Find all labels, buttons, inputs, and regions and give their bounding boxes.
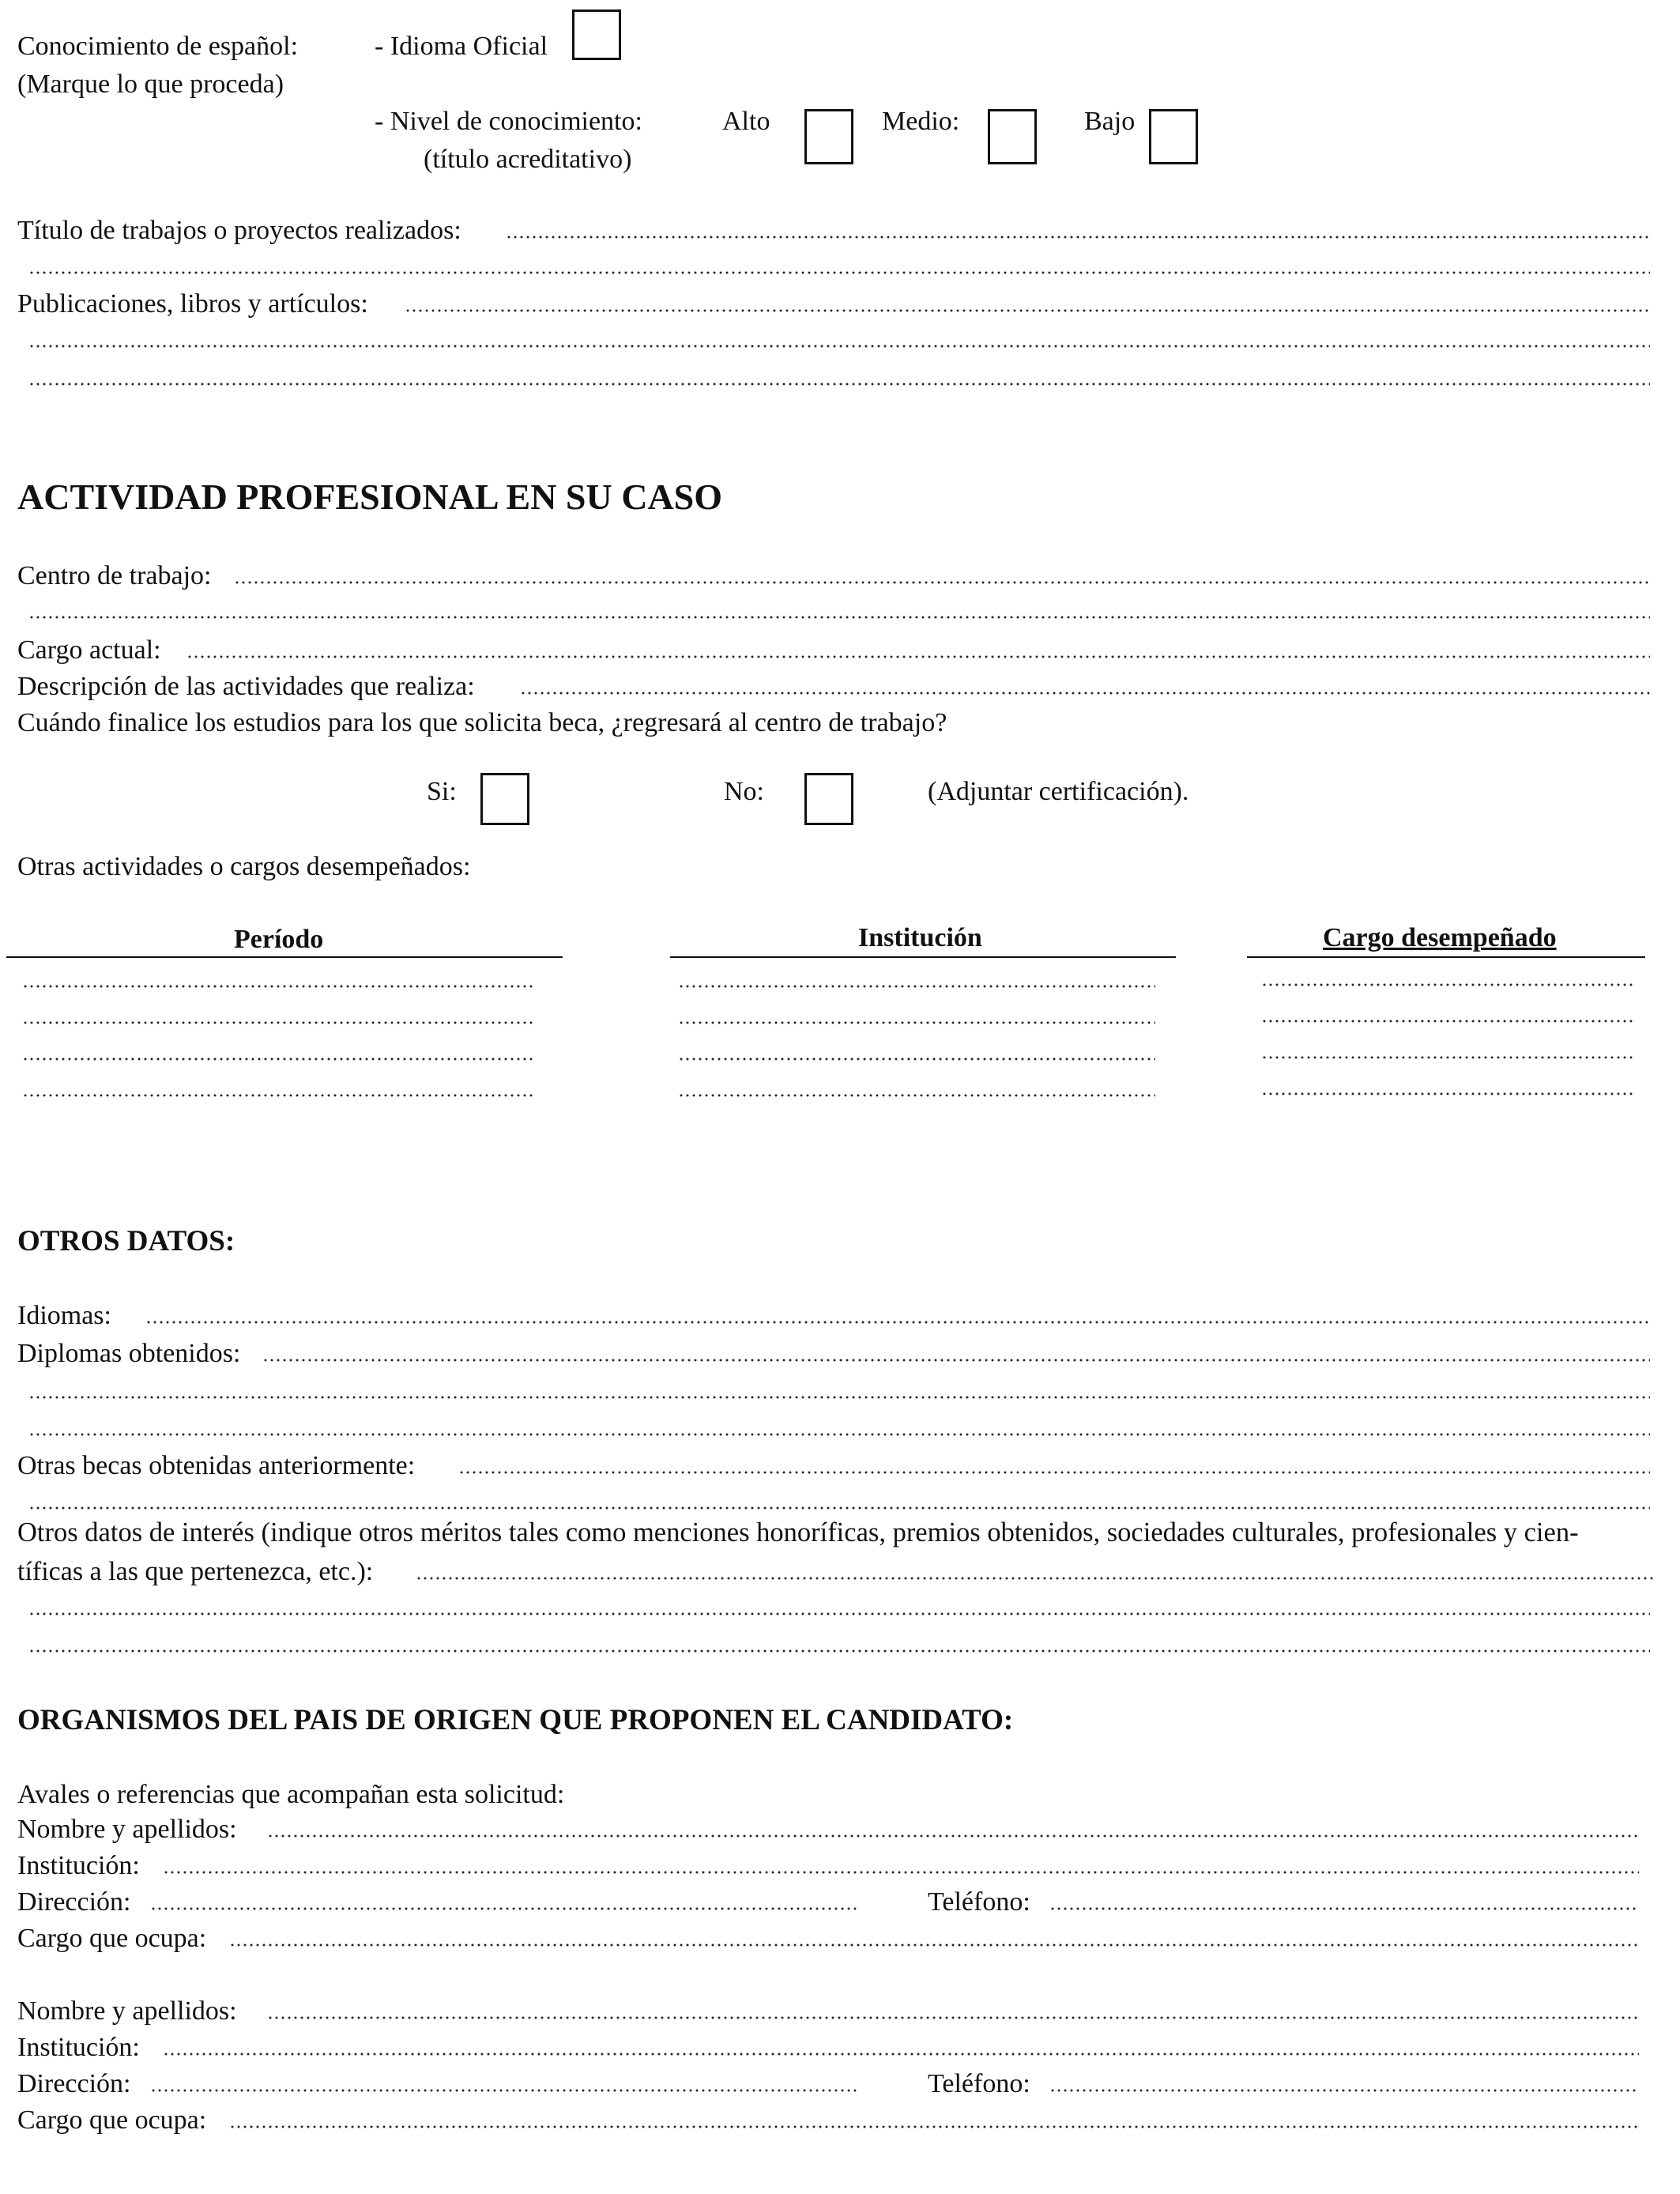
column-position-header: Cargo desempeñado (1323, 923, 1557, 952)
position-cell[interactable] (1261, 1020, 1633, 1023)
ref2-phone-label: Teléfono: (928, 2069, 1030, 2098)
level-medium-checkbox[interactable] (988, 109, 1037, 164)
interest-data-field-line-2[interactable] (28, 1612, 1650, 1615)
ref1-institution-field[interactable] (163, 1871, 1639, 1874)
diplomas-field[interactable] (262, 1359, 1650, 1362)
professional-activity-heading: ACTIVIDAD PROFESIONAL EN SU CASO (17, 477, 723, 517)
column-institution-rule (670, 956, 1176, 958)
official-language-checkbox[interactable] (572, 9, 621, 60)
column-position-rule (1247, 956, 1645, 958)
previous-scholarships-label: Otras becas obtenidas anteriormente: (17, 1451, 416, 1480)
level-low-label: Bajo (1084, 107, 1136, 136)
knowledge-level-label: - Nivel de conocimiento: (375, 107, 642, 136)
ref2-institution-field[interactable] (163, 2053, 1639, 2056)
projects-label: Título de trabajos o proyectos realizados: (17, 216, 461, 245)
ref2-institution-label: Institución: (17, 2033, 140, 2062)
institution-cell[interactable] (678, 1021, 1155, 1024)
return-yes-label: Si: (427, 777, 457, 806)
workplace-field-line-2[interactable] (28, 616, 1650, 619)
period-cell[interactable] (22, 1094, 536, 1097)
interest-data-field-line-3[interactable] (28, 1649, 1650, 1653)
column-period-header: Período (234, 925, 324, 954)
ref2-address-field[interactable] (150, 2089, 860, 2092)
position-cell[interactable] (1261, 983, 1633, 986)
interest-data-label: Otros datos de interés (indique otros méritos tales como menciones honoríficas, premios obtenidos, sociedades culturales, profesionales y cien- (17, 1517, 1579, 1547)
ref2-name-field[interactable] (267, 2016, 1639, 2019)
activities-description-field[interactable] (520, 692, 1650, 695)
workplace-field[interactable] (234, 581, 1650, 584)
institution-cell[interactable] (678, 1057, 1155, 1061)
ref1-name-label: Nombre y apellidos: (17, 1815, 237, 1844)
projects-field-line-2[interactable] (28, 271, 1650, 274)
interest-data-field[interactable] (416, 1577, 1655, 1580)
institution-cell[interactable] (678, 1094, 1155, 1097)
ref2-role-field[interactable] (229, 2125, 1639, 2128)
previous-scholarships-field[interactable] (458, 1471, 1650, 1474)
ref1-role-field[interactable] (229, 1943, 1639, 1947)
ref1-address-field[interactable] (150, 1907, 860, 1910)
diplomas-field-line-2[interactable] (28, 1396, 1650, 1399)
languages-label: Idiomas: (17, 1301, 111, 1330)
spanish-knowledge-hint: (Marque lo que proceda) (17, 70, 284, 99)
spanish-knowledge-label: Conocimiento de español: (17, 32, 299, 61)
activities-description-label: Descripción de las actividades que realiza: (17, 672, 475, 701)
ref1-address-label: Dirección: (17, 1887, 131, 1917)
publications-field-line-2[interactable] (28, 345, 1650, 348)
ref1-name-field[interactable] (267, 1834, 1639, 1838)
current-position-label: Cargo actual: (17, 635, 161, 665)
ref1-institution-label: Institución: (17, 1851, 140, 1880)
level-high-label: Alto (722, 107, 770, 136)
period-cell[interactable] (22, 1057, 536, 1061)
ref2-phone-field[interactable] (1049, 2089, 1639, 2092)
position-cell[interactable] (1261, 1092, 1633, 1095)
knowledge-level-hint: (título acreditativo) (424, 145, 632, 174)
column-institution-header: Institución (858, 923, 982, 952)
diplomas-label: Diplomas obtenidos: (17, 1339, 241, 1368)
period-cell[interactable] (22, 985, 536, 988)
other-data-heading: OTROS DATOS: (17, 1225, 235, 1257)
ref1-phone-label: Teléfono: (928, 1887, 1030, 1917)
ref2-address-label: Dirección: (17, 2069, 131, 2098)
ref1-role-label: Cargo que ocupa: (17, 1924, 207, 1953)
level-medium-label: Medio: (882, 107, 960, 136)
column-period-rule (6, 956, 563, 958)
workplace-label: Centro de trabajo: (17, 561, 212, 590)
return-no-label: No: (724, 777, 764, 806)
interest-data-label-cont: tíficas a las que pertenezca, etc.): (17, 1557, 374, 1586)
publications-field[interactable] (405, 309, 1650, 312)
other-activities-label: Otras actividades o cargos desempeñados: (17, 852, 471, 881)
return-question: Cuándo finalice los estudios para los que solicita beca, ¿regresará al centro de trabajo? (17, 708, 947, 737)
official-language-label: - Idioma Oficial (375, 32, 548, 61)
references-label: Avales o referencias que acompañan esta solicitud: (17, 1780, 565, 1809)
period-cell[interactable] (22, 1021, 536, 1024)
ref2-name-label: Nombre y apellidos: (17, 1996, 237, 2026)
languages-field[interactable] (145, 1321, 1650, 1324)
institution-cell[interactable] (678, 985, 1155, 988)
proposing-organisms-heading: ORGANISMOS DEL PAIS DE ORIGEN QUE PROPONEN EL CANDIDATO: (17, 1704, 1014, 1736)
attach-certificate-note: (Adjuntar certificación). (928, 777, 1189, 806)
ref2-role-label: Cargo que ocupa: (17, 2105, 207, 2135)
projects-field[interactable] (506, 236, 1650, 239)
diplomas-field-line-3[interactable] (28, 1433, 1650, 1436)
ref1-phone-field[interactable] (1049, 1907, 1639, 1910)
level-high-checkbox[interactable] (804, 109, 853, 164)
current-position-field[interactable] (186, 655, 1650, 658)
return-no-checkbox[interactable] (804, 773, 853, 825)
publications-field-line-3[interactable] (28, 383, 1650, 386)
return-yes-checkbox[interactable] (480, 773, 529, 825)
publications-label: Publicaciones, libros y artículos: (17, 289, 368, 319)
level-low-checkbox[interactable] (1149, 109, 1198, 164)
position-cell[interactable] (1261, 1056, 1633, 1059)
previous-scholarships-field-line-2[interactable] (28, 1506, 1650, 1510)
